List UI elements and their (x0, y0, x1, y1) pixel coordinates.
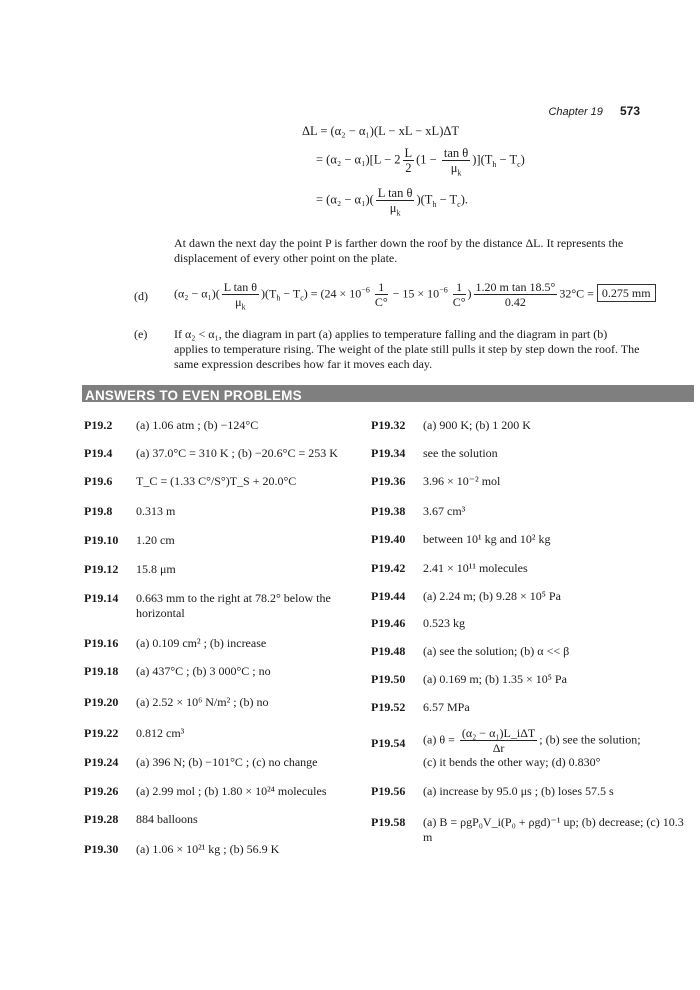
derivation-line-1: ΔL = (α₂ − α₁)(L − xL − xL)ΔT (302, 124, 460, 138)
part-d-label: (d) (134, 289, 148, 303)
derivation-line-3: = (α₂ − α₁)( $\frac{\text{L tan θ}}{\mu_k}$ )$(T_h - T_c)$. (316, 186, 469, 218)
page-number: 573 (619, 104, 640, 118)
page-header (548, 104, 640, 118)
part-e-label: (e) (134, 327, 148, 341)
part-d-expression: (α₂ − α₁)( $\frac{\text{L tan θ}}{\mu_k}$ )$(T_h - T_c) = (24 \times 10^{-6}$ $\frac{1}{C^\circ}$ − $15 \times 10^{-6}$ $\frac{1}{C^\circ}$ ) $\frac{\text{1.20 m tan 18.5°}}{0.42}$ 32°C = 0.275 mm (174, 280, 656, 309)
part-e-text: If α₂ < α₁, the diagram in part (a) applies to temperature falling and the diagram in part (b) applies to temperature rising. The weight of the plate still pulls it step by step down the roof. The same expression describes how far it moves each day. (174, 327, 640, 371)
derivation-line-2: = (α₂ − α₁)[L − 2 $\frac{L}{2}$ (1 − $\frac{\text{tan θ}}{\mu_k}$ )]$(T_h - T_c)$ (316, 146, 525, 178)
section-title: ANSWERS TO EVEN PROBLEMS (85, 388, 302, 403)
section-banner (82, 385, 694, 402)
part-d-result: 0.275 mm (597, 284, 656, 302)
paragraph-dawn: At dawn the next day the point P is farther down the roof by the distance ΔL. It represents the displacement of every other point on the plate. (174, 236, 624, 265)
chapter-label: Chapter 19 (548, 106, 603, 118)
